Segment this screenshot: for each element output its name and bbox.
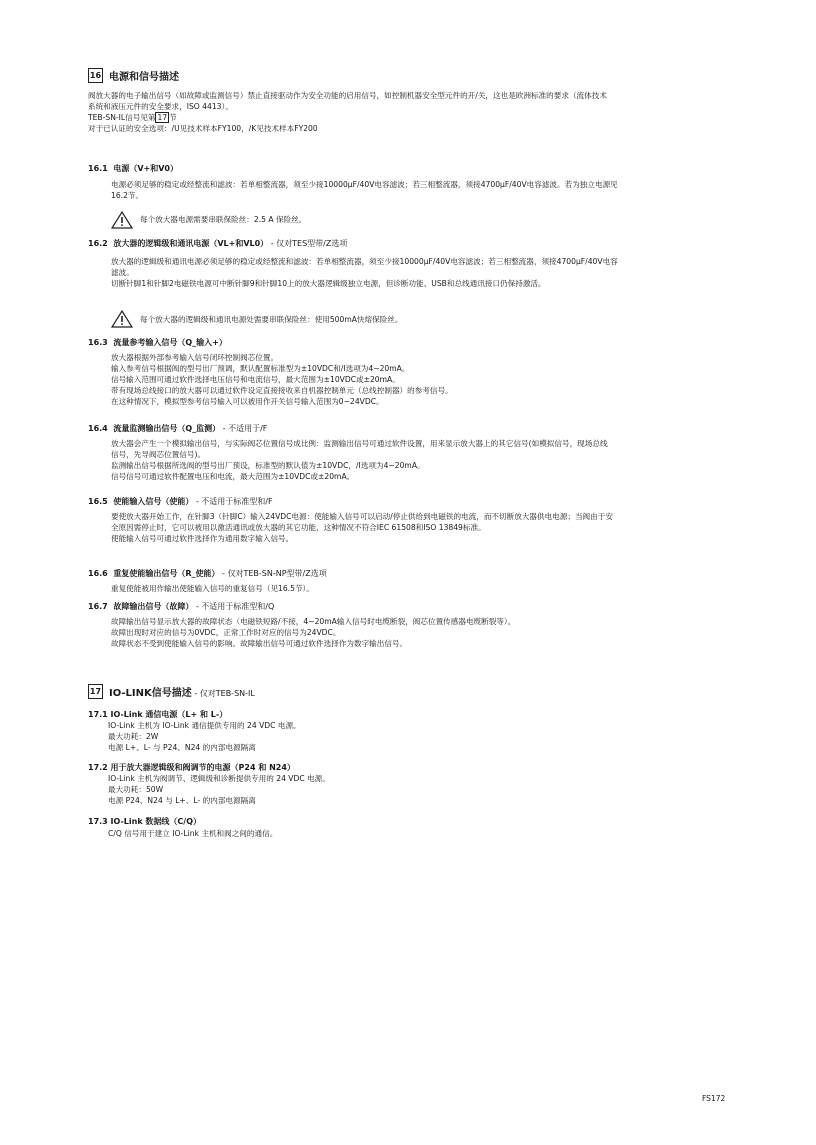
body-line: 输入参考信号根据阀的型号出厂预调，默认配置标准型为±10VDC和/I选项为4~20mA。 xyxy=(111,364,410,373)
section-note: - 仅对TEB-SN-IL xyxy=(191,689,255,698)
intro-line: 阀放大器的电子输出信号（如故障或监测信号）禁止直接驱动作为安全功能的启用信号，如控制机器安全型元件的开/关，这也是欧洲标准的要求（流体技术 xyxy=(88,91,607,100)
body-line: 信号信号可通过软件配置电压和电流，最大范围为±10VDC或±20mA。 xyxy=(111,472,355,481)
subsection-title: 重复使能输出信号（R_使能） xyxy=(113,569,220,578)
subsection-note: - 不适用于标准型和/Q xyxy=(193,602,275,611)
intro-line: 对于已认证的安全选项：/U见技术样本FY100，/K见技术样本FY200 xyxy=(88,124,318,133)
subsection-body xyxy=(111,179,618,201)
subsection-heading xyxy=(88,163,178,174)
body-line: 切断针脚1和针脚2电磁铁电源可中断针脚9和针脚10上的放大器逻辑级独立电源，但诊断功能、USB和总线通讯接口仍保持激活。 xyxy=(111,279,546,288)
subsection-number: 16.7 xyxy=(88,602,108,611)
subsection-note: - 仅对TES型带/Z选项 xyxy=(268,239,348,248)
subsection-note: - 不适用于/F xyxy=(220,424,268,433)
subsection-title: IO-Link 通信电源（L+ 和 L-） xyxy=(110,710,228,719)
subsection-number: 17.2 xyxy=(88,763,108,772)
body-line: 故障状态不受到使能输入信号的影响。故障输出信号可通过软件选择作为数字输出信号。 xyxy=(111,639,408,648)
subsection-heading xyxy=(88,238,347,249)
page-code: FS172 xyxy=(702,1094,726,1103)
subsection-body xyxy=(111,583,314,594)
intro-line: 系统和液压元件的安全要求，ISO 4413）。 xyxy=(88,102,233,111)
subsection-title: 故障输出信号（故障） xyxy=(113,602,194,611)
body-line: 在这种情况下，模拟型参考信号输入可以被用作开关信号输入范围为0~24VDC。 xyxy=(111,397,384,406)
body-line: IO-Link 主机为阀调节、逻辑级和诊断提供专用的 24 VDC 电源。 xyxy=(108,774,330,783)
body-line: 重复使能被用作输出使能输入信号的重复信号（见16.5节）。 xyxy=(111,584,314,593)
warning-icon xyxy=(111,310,133,328)
subsection-heading xyxy=(88,423,267,434)
intro-reference xyxy=(88,112,607,123)
section-number-box: 17 xyxy=(88,684,103,699)
ref-suffix: 节 xyxy=(169,113,177,122)
body-line: 放大器会产生一个模拟输出信号，与实际阀芯位置信号成比例：监测输出信号可通过软件设置，用来显示放大器上的其它信号(如模拟信号，现场总线 xyxy=(111,439,608,448)
body-line: 监测输出信号根据所选阀的型号出厂预设，标准型的默认值为±10VDC，/I选项为4~20mA。 xyxy=(111,461,425,470)
subsection-title: 电源（V+和V0） xyxy=(113,164,178,173)
body-line: 信号输入范围可通过软件选择电压信号和电流信号，最大范围为±10VDC或±20mA。 xyxy=(111,375,400,384)
subsection-heading xyxy=(88,496,273,507)
body-line: 带有现场总线接口的放大器可以通过软件设定直接接收来自机器控制单元（总线控制器）的参考信号。 xyxy=(111,386,453,395)
subsection-body xyxy=(111,352,453,407)
body-line: 电源 L+、L- 与 P24、N24 的内部电源隔离 xyxy=(108,743,256,752)
body-line: C/Q 信号用于建立 IO-Link 主机和阀之间的通信。 xyxy=(108,829,278,838)
subsection-body xyxy=(111,616,515,649)
body-line: 最大功耗：2W xyxy=(108,732,159,741)
section-title-text: IO-LINK信号描述 xyxy=(109,688,192,699)
subsection-number: 16.2 xyxy=(88,239,108,248)
body-line: 放大器的逻辑级和通讯电源必须足够的稳定或经整流和滤波：若单相整流器，须至少接10000μF/40V电容滤波；若三相整流器，须接4700μF/40V电容 xyxy=(111,257,618,266)
subsection-title: 流量监测输出信号（Q_监测） xyxy=(113,424,221,433)
subsection-number: 16.3 xyxy=(88,338,108,347)
warning-text: 每个放大器的逻辑级和通讯电源处需要串联保险丝：使用500mA快熔保险丝。 xyxy=(140,315,403,324)
subsection-heading xyxy=(88,601,274,612)
subsection-title: 流量参考输入信号（Q_输入+） xyxy=(113,338,227,347)
subsection-heading xyxy=(88,709,227,720)
section-title: 电源和信号描述 xyxy=(109,72,179,83)
section-number-box: 16 xyxy=(88,68,103,83)
subsection-body xyxy=(108,773,330,806)
section-title xyxy=(109,684,255,699)
subsection-note: - 不适用于标准型和/F xyxy=(193,497,273,506)
warning-text: 每个放大器电源需要串联保险丝：2.5 A 保险丝。 xyxy=(140,215,307,224)
body-line: 故障输出信号显示放大器的故障状态（电磁铁短路/不接，4~20mA输入信号时电缆断裂，阀芯位置传感器电缆断裂等）。 xyxy=(111,617,516,626)
ref-prefix: TEB-SN-IL信号见第 xyxy=(88,113,156,122)
body-line: 16.2节。 xyxy=(111,191,144,200)
body-line: IO-Link 主机为 IO-Link 通信提供专用的 24 VDC 电源。 xyxy=(108,721,301,730)
subsection-body xyxy=(111,511,613,544)
subsection-title: 放大器的逻辑级和通讯电源（VL+和VL0） xyxy=(113,239,269,248)
subsection-body xyxy=(111,438,608,482)
subsection-title: 用于放大器逻辑级和阀调节的电源（P24 和 N24） xyxy=(110,763,295,772)
body-line: 信号，先导阀芯位置信号)。 xyxy=(111,450,206,459)
body-line: 全原因需停止时，它可以被用以激活通讯或放大器的其它功能，这种情况不符合IEC 61508和ISO 13849标准。 xyxy=(111,523,486,532)
subsection-number: 16.1 xyxy=(88,164,108,173)
subsection-heading xyxy=(88,568,327,579)
subsection-note: - 仅对TEB-SN-NP型带/Z选项 xyxy=(219,569,327,578)
subsection-heading xyxy=(88,816,201,827)
ref-section-link[interactable]: 17 xyxy=(157,113,168,122)
section-intro xyxy=(88,90,607,134)
subsection-heading xyxy=(88,762,295,773)
subsection-body xyxy=(108,720,301,753)
subsection-title: 使能输入信号（使能） xyxy=(113,497,194,506)
subsection-number: 16.5 xyxy=(88,497,108,506)
body-line: 电源必须足够的稳定或经整流和滤波：若单相整流器，须至少接10000μF/40V电容滤波；若三相整流器，须接4700μF/40V电容滤波。若为独立电源见 xyxy=(111,180,618,189)
body-line: 故障出现时对应的信号为0VDC，正常工作时对应的信号为24VDC。 xyxy=(111,628,341,637)
body-line: 最大功耗：50W xyxy=(108,785,164,794)
subsection-number: 16.4 xyxy=(88,424,108,433)
subsection-body xyxy=(111,256,618,289)
body-line: 使能输入信号可通过软件选择作为通用数字输入信号。 xyxy=(111,534,294,543)
body-line: 滤波。 xyxy=(111,268,134,277)
subsection-title: IO-Link 数据线（C/Q） xyxy=(110,817,202,826)
subsection-body xyxy=(108,828,277,839)
subsection-number: 17.1 xyxy=(88,710,108,719)
subsection-heading xyxy=(88,337,227,348)
warning-icon xyxy=(111,211,133,229)
subsection-number: 17.3 xyxy=(88,817,108,826)
body-line: 放大器根据外部参考输入信号闭环控制阀芯位置。 xyxy=(111,353,279,362)
body-line: 电源 P24、N24 与 L+、L- 的内部电源隔离 xyxy=(108,796,256,805)
body-line: 要使放大器开始工作，在针脚3（针脚C）输入24VDC电源：使能输入信号可以启动/停止供给到电磁铁的电流，而不切断放大器供电电源；当阀由于安 xyxy=(111,512,613,521)
subsection-number: 16.6 xyxy=(88,569,108,578)
